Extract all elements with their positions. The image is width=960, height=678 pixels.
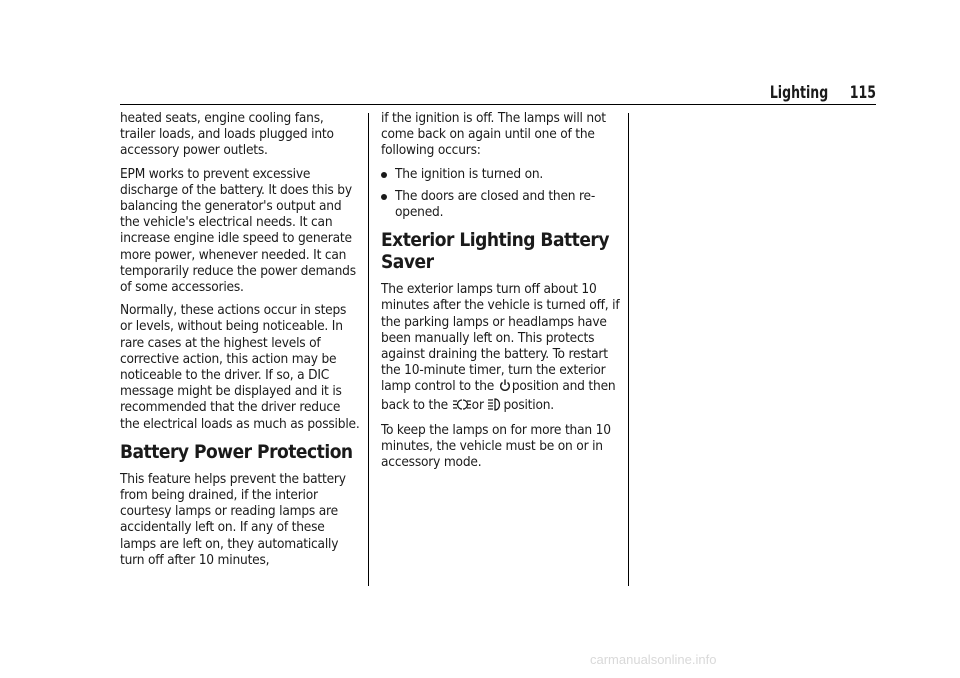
paragraph: Normally, these actions occur in steps or levels, without being noticeable. In rare cases at the highest levels of corrective action, this action may be noticeable to the driver. If so, a DIC message might be displayed and it is recommended that the driver reduce the electrical loads as much as possible. (120, 302, 360, 432)
column-1 (120, 110, 360, 575)
paragraph: EPM works to prevent excessive discharge of the battery. It does this by balancing the generator's output and the vehicle's electrical needs. It can increase engine idle speed to generate more power, whenever needed. It can temporarily reduce the power demands of some accessories. (120, 165, 356, 296)
headlamps-icon (488, 398, 502, 415)
text-run: or (471, 396, 484, 413)
parking-lamps-icon (453, 398, 471, 415)
list-item (381, 188, 621, 220)
text-run: The exterior lamps turn off about 10 minutes after the vehicle is turned off, if the parking lamps or headlamps have been manually left on. This protects against draining the battery. To restart the 10-minute timer, turn the exterior lamp control to the (381, 281, 620, 395)
paragraph: This feature helps prevent the battery from being drained, if the interior courtesy lamps or reading lamps are accidentally left on. If any of these lamps are left on, they automatically turn off after 10 minutes, (120, 470, 346, 568)
section-title: Lighting (769, 83, 828, 103)
list-item-text: The ignition is turned on. (395, 165, 544, 182)
column-divider (368, 113, 369, 586)
bullet-list (381, 166, 621, 221)
watermark: carmanualsonline.info (590, 652, 717, 667)
paragraph: heated seats, engine cooling fans, trailer loads, and loads plugged into accessory power outlets. (120, 110, 334, 159)
text-run: position and then back to the (381, 378, 616, 413)
power-off-icon (499, 379, 511, 396)
page-number: 115 (849, 83, 876, 103)
list-item-text: The doors are closed and then re-opened. (395, 187, 596, 221)
section-heading: Exterior Lighting Battery Saver (381, 229, 609, 274)
paragraph (381, 281, 621, 415)
column-divider (628, 113, 629, 586)
list-item (381, 166, 621, 182)
header-rule (120, 104, 876, 105)
paragraph: if the ignition is off. The lamps will not come back on again until one of the following occurs: (381, 110, 606, 159)
section-heading: Battery Power Protection (120, 440, 353, 463)
paragraph: To keep the lamps on for more than 10 minutes, the vehicle must be on or in accessory mode. (381, 421, 611, 471)
text-run: position. (503, 396, 554, 413)
column-2 (381, 110, 621, 477)
bullet-icon (381, 194, 387, 200)
bullet-icon (381, 172, 387, 178)
page-header (120, 83, 876, 105)
